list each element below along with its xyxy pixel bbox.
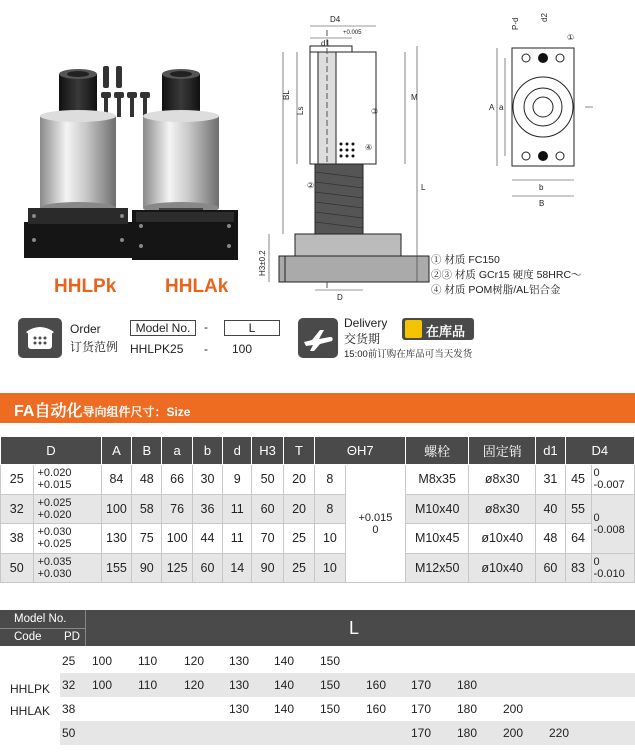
length-cell: 130 (229, 702, 250, 716)
cell-pin: ø10x40 (469, 524, 536, 554)
header-divider (0, 628, 85, 629)
length-cell: 180 (457, 702, 478, 716)
length-row-pd: 25 (62, 654, 76, 668)
cell-b: 36 (192, 494, 222, 524)
th-model-no: Model No. (14, 613, 67, 625)
label-M: M (411, 93, 418, 102)
cell-d1: 31 (536, 465, 565, 495)
cell-d: 9 (223, 465, 252, 495)
cell-pin: ø8x30 (469, 465, 536, 495)
order-example (18, 316, 293, 362)
product-label-hhlpk: HHLPk (54, 276, 117, 297)
th-D: D (1, 437, 102, 465)
order-value-L: 100 (232, 342, 253, 356)
th-pin: 固定销 (469, 437, 536, 465)
spec-line-2: ②③ 材质 GCr15 硬度 58HRC～ (431, 269, 582, 281)
product-photos (0, 0, 255, 310)
cell-D4: 64 (565, 524, 591, 554)
th-pd: PD (64, 631, 80, 643)
length-row-pd: 32 (62, 678, 76, 692)
callout-2: ② (307, 181, 315, 190)
th-theta: ΘH7 (315, 437, 406, 465)
th-D4: D4 (565, 437, 634, 465)
order-col-model: Model No. (130, 320, 196, 336)
length-cell: 120 (184, 654, 205, 668)
cell-D4-tol: 0 -0.008 (591, 494, 634, 553)
length-cell: 100 (92, 654, 113, 668)
order-value-dash: - (204, 342, 208, 356)
length-cell: 200 (503, 726, 524, 740)
spec-line-1: ① 材质 FC150 (431, 254, 500, 266)
cell-H3: 50 (252, 465, 283, 495)
th-H3: H3 (252, 437, 283, 465)
technical-drawing (255, 0, 635, 310)
cell-D4: 55 (565, 494, 591, 524)
section-subtitle: 导向组件尺寸：Size (82, 405, 191, 419)
th-A: A (101, 437, 131, 465)
cell-bolt: M12x50 (406, 553, 469, 583)
order-label-cn: 订货范例 (70, 340, 119, 354)
length-cell: 150 (320, 702, 341, 716)
label-D4: D4 (330, 15, 341, 24)
airplane-icon (298, 318, 338, 358)
th-d1: d1 (536, 437, 565, 465)
cell-d1: 40 (536, 494, 565, 524)
delivery-info (298, 316, 628, 362)
delivery-label-en: Delivery (344, 316, 388, 330)
cell-A: 84 (101, 465, 131, 495)
header-divider (85, 610, 86, 646)
cell-a: 100 (162, 524, 192, 554)
cell-H3: 90 (252, 553, 283, 583)
cell-d: 11 (223, 494, 252, 524)
length-cell: 170 (411, 726, 432, 740)
cell-T: 25 (283, 553, 314, 583)
length-row (60, 721, 635, 745)
cell-bolt: M10x40 (406, 494, 469, 524)
th-L: L (349, 618, 360, 638)
length-table (0, 610, 635, 740)
length-cell: 140 (274, 678, 295, 692)
order-col-dash: - (204, 320, 208, 334)
length-cell: 200 (503, 702, 524, 716)
cell-D-tol: +0.035 +0.030 (33, 553, 101, 583)
length-cell: 160 (366, 678, 387, 692)
cell-D: 50 (1, 553, 34, 583)
cell-a: 76 (162, 494, 192, 524)
th-d: d (223, 437, 252, 465)
product-label-hhlak: HHLAk (165, 276, 229, 297)
callout-3: ③ (371, 107, 379, 116)
cell-B: 48 (132, 465, 162, 495)
label-BL: BL (282, 90, 291, 100)
label-A: A (489, 103, 495, 112)
cell-D4-tol: 0 -0.007 (591, 465, 634, 495)
th-a: a (162, 437, 192, 465)
box-icon (405, 320, 422, 338)
cell-B: 90 (132, 553, 162, 583)
callout-1: ① (567, 33, 575, 42)
th-bolt: 螺栓 (406, 437, 469, 465)
length-model-hhlpk: HHLPK (10, 682, 51, 696)
cell-D: 32 (1, 494, 34, 524)
table-row (1, 553, 635, 583)
length-cell: 110 (138, 678, 158, 692)
length-cell: 150 (320, 678, 341, 692)
cell-d: 14 (223, 553, 252, 583)
length-model-hhlak: HHLAK (10, 704, 51, 718)
length-cell: 110 (138, 654, 158, 668)
cell-D-tol: +0.030 +0.025 (33, 524, 101, 554)
label-Ls: Ls (296, 106, 305, 115)
table-row (1, 465, 635, 495)
cell-d1: 60 (536, 553, 565, 583)
th-T: T (283, 437, 314, 465)
label-P: P-d (511, 17, 520, 30)
cell-B: 58 (132, 494, 162, 524)
length-cell: 170 (411, 678, 432, 692)
cell-A: 130 (101, 524, 131, 554)
cell-b: 30 (192, 465, 222, 495)
delivery-note: 15:00前订购在库品可当天发货 (344, 349, 473, 360)
cell-d1: 48 (536, 524, 565, 554)
cell-t2: 10 (315, 524, 345, 554)
length-cell: 140 (274, 654, 295, 668)
product-photo-illustration (0, 0, 255, 310)
cell-t2: 10 (315, 553, 345, 583)
cell-D-tol: +0.025 +0.020 (33, 494, 101, 524)
length-row-pd: 38 (62, 702, 76, 716)
order-col-L: L (224, 320, 280, 336)
cell-D4: 83 (565, 553, 591, 583)
cell-D: 25 (1, 465, 34, 495)
label-B: B (539, 199, 545, 208)
callout-4: ④ (365, 143, 373, 152)
length-cell: 220 (549, 726, 570, 740)
cell-T: 25 (283, 524, 314, 554)
cell-D-tol: +0.020 +0.015 (33, 465, 101, 495)
order-value-model: HHLPK25 (130, 342, 184, 356)
cell-a: 66 (162, 465, 192, 495)
table-row (1, 524, 635, 554)
label-d1: d1 (321, 39, 330, 48)
cell-d: 11 (223, 524, 252, 554)
phone-icon (18, 318, 62, 358)
cell-bolt: M10x45 (406, 524, 469, 554)
th-code: Code (14, 631, 42, 643)
cell-a: 125 (162, 553, 192, 583)
cell-D4: 45 (565, 465, 591, 495)
label-L: L (421, 183, 426, 192)
length-row (60, 697, 635, 721)
delivery-label-cn: 交货期 (344, 332, 381, 346)
in-stock-badge-label: 在库品 (426, 324, 466, 339)
order-label-en: Order (70, 322, 101, 336)
label-b: b (539, 183, 544, 192)
length-row (60, 673, 635, 697)
cell-D4-tol: 0 -0.010 (591, 553, 634, 583)
length-cell: 140 (274, 702, 295, 716)
length-row (60, 649, 635, 673)
cell-b: 44 (192, 524, 222, 554)
cell-B: 75 (132, 524, 162, 554)
size-table (0, 436, 635, 583)
cell-H3: 60 (252, 494, 283, 524)
cell-theta: +0.015 0 (345, 465, 406, 583)
cell-D: 38 (1, 524, 34, 554)
cell-t2: 8 (315, 465, 345, 495)
label-H3: H3±0.2 (258, 250, 267, 276)
cell-pin: ø8x30 (469, 494, 536, 524)
in-stock-badge (402, 318, 474, 340)
length-cell: 100 (92, 678, 113, 692)
length-cell: 150 (320, 654, 341, 668)
cell-H3: 70 (252, 524, 283, 554)
length-cell: 130 (229, 654, 250, 668)
label-d2: d2 (540, 13, 549, 22)
length-cell: 170 (411, 702, 432, 716)
length-row-pd: 50 (62, 726, 76, 740)
cell-T: 20 (283, 494, 314, 524)
th-b: b (192, 437, 222, 465)
cell-b: 60 (192, 553, 222, 583)
length-cell: 160 (366, 702, 387, 716)
size-section-header (0, 393, 635, 423)
label-D4-tol: +0.005 (343, 30, 362, 36)
length-table-header (0, 610, 635, 646)
cell-t2: 8 (315, 494, 345, 524)
length-cell: 120 (184, 678, 205, 692)
spec-line-3: ④ 材质 POM树脂/AL铝合金 (431, 284, 561, 296)
cell-A: 100 (101, 494, 131, 524)
length-cell: 180 (457, 678, 478, 692)
label-D: D (337, 293, 343, 302)
cell-A: 155 (101, 553, 131, 583)
size-table-header (1, 437, 635, 465)
cell-T: 20 (283, 465, 314, 495)
cell-pin: ø10x40 (469, 553, 536, 583)
label-a: a (499, 103, 504, 112)
length-cell: 180 (457, 726, 478, 740)
table-row (1, 494, 635, 524)
cell-bolt: M8x35 (406, 465, 469, 495)
length-cell: 130 (229, 678, 250, 692)
th-B: B (132, 437, 162, 465)
section-title: FA自动化 (14, 403, 83, 420)
